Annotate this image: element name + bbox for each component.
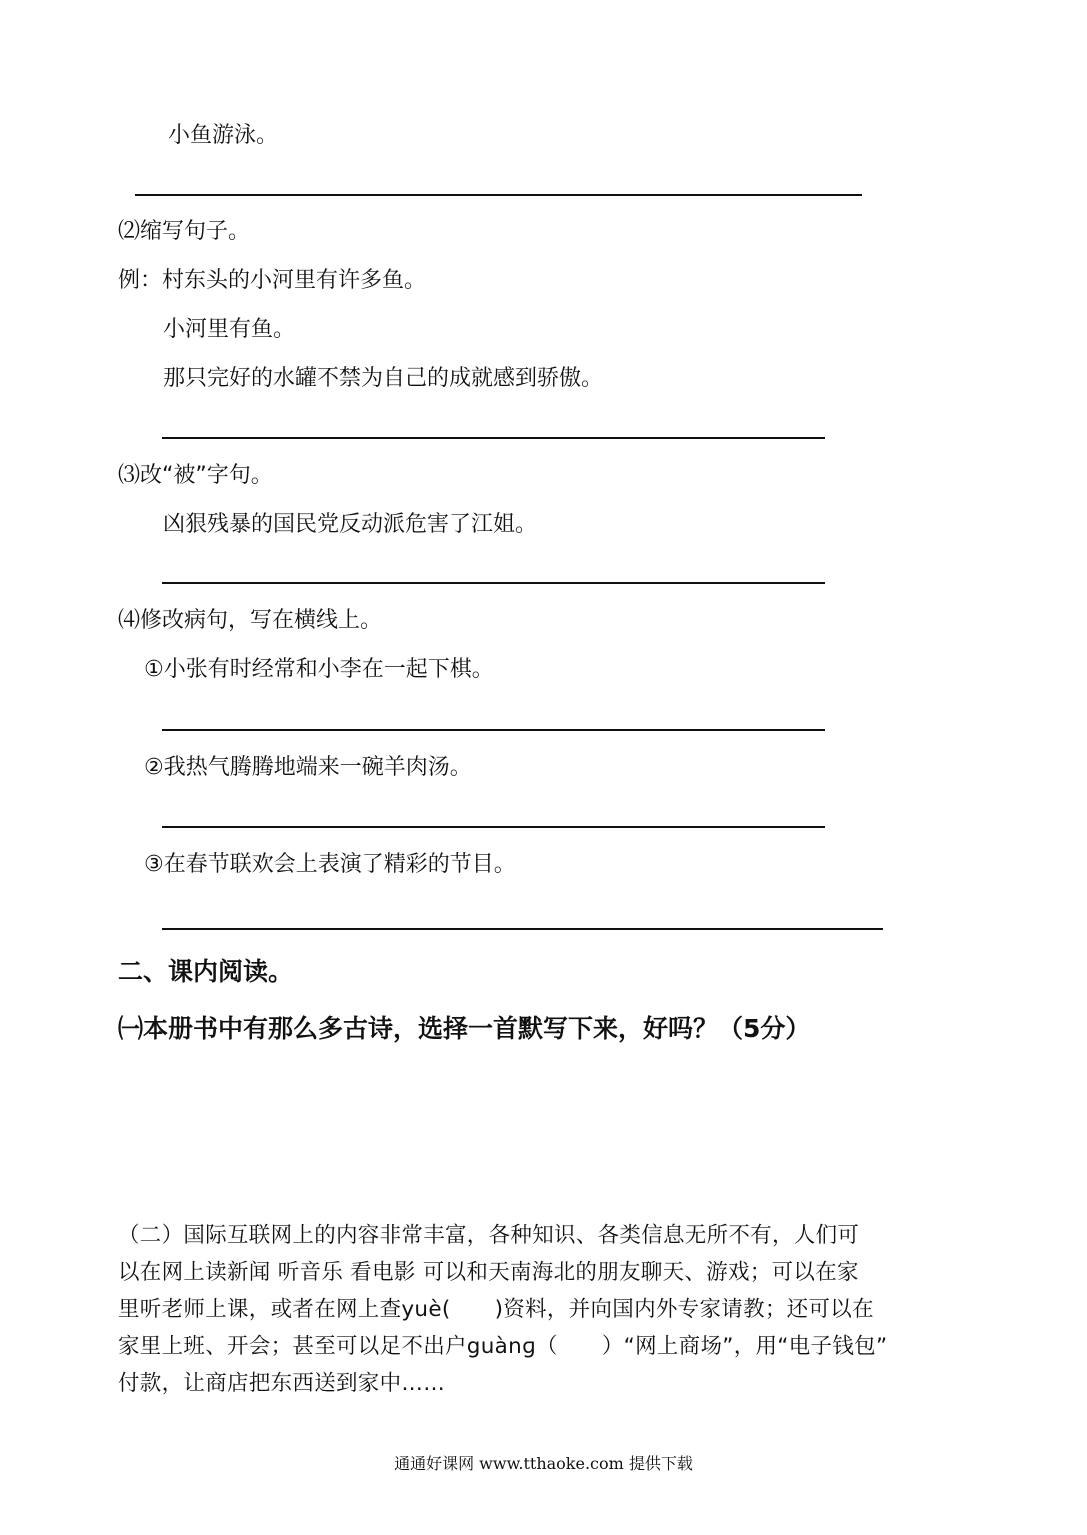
passage-line-4: 家里上班、开会；甚至可以足不出户guànɡ（ ）“网上商场”，用“电子钱包”: [118, 1334, 888, 1359]
q2-sentence: 那只完好的水罐不禁为自己的成就感到骄傲。: [163, 366, 604, 391]
q2-title: ⑵缩写句子。: [118, 219, 251, 244]
section2-heading: 二、课内阅读。: [118, 957, 294, 986]
q4-title: ⑷修改病句，写在横线上。: [118, 608, 383, 633]
answer-line-3: [162, 582, 825, 584]
answer-line-1: [135, 194, 862, 196]
passage-line-3: 里听老师上课，或者在网上查yuè( )资料，并向国内外专家请教；还可以在: [118, 1297, 874, 1322]
answer-line-2: [162, 437, 825, 439]
footer: 通通好课网 www.tthaoke.com 提供下载: [394, 1454, 693, 1473]
q2-example: 例：村东头的小河里有许多鱼。: [118, 268, 427, 293]
q4-item-3: ③在春节联欢会上表演了精彩的节目。: [144, 852, 516, 877]
q3-sentence: 凶狠残暴的国民党反动派危害了江姐。: [163, 512, 538, 537]
passage-line-1: （二）国际互联网上的内容非常丰富，各种知识、各类信息无所不有，人们可: [118, 1223, 860, 1248]
section2-part1: ㈠本册书中有那么多古诗，选择一首默写下来，好吗？（5分）: [118, 1014, 811, 1043]
q3-title: ⑶改“被”字句。: [118, 463, 273, 488]
q1-tail: 小鱼游泳。: [168, 123, 279, 148]
answer-line-6: [162, 928, 883, 930]
passage-line-5: 付款，让商店把东西送到家中……: [118, 1371, 446, 1396]
q4-item-1: ①小张有时经常和小李在一起下棋。: [144, 657, 494, 682]
answer-line-5: [162, 826, 825, 828]
q4-item-2: ②我热气腾腾地端来一碗羊肉汤。: [144, 755, 472, 780]
reading-passage: [118, 1217, 978, 1402]
q2-example-answer: 小河里有鱼。: [163, 317, 296, 342]
passage-line-2: 以在网上读新闻 听音乐 看电影 可以和天南海北的朋友聊天、游戏；可以在家: [118, 1260, 859, 1285]
answer-line-4: [162, 729, 825, 731]
